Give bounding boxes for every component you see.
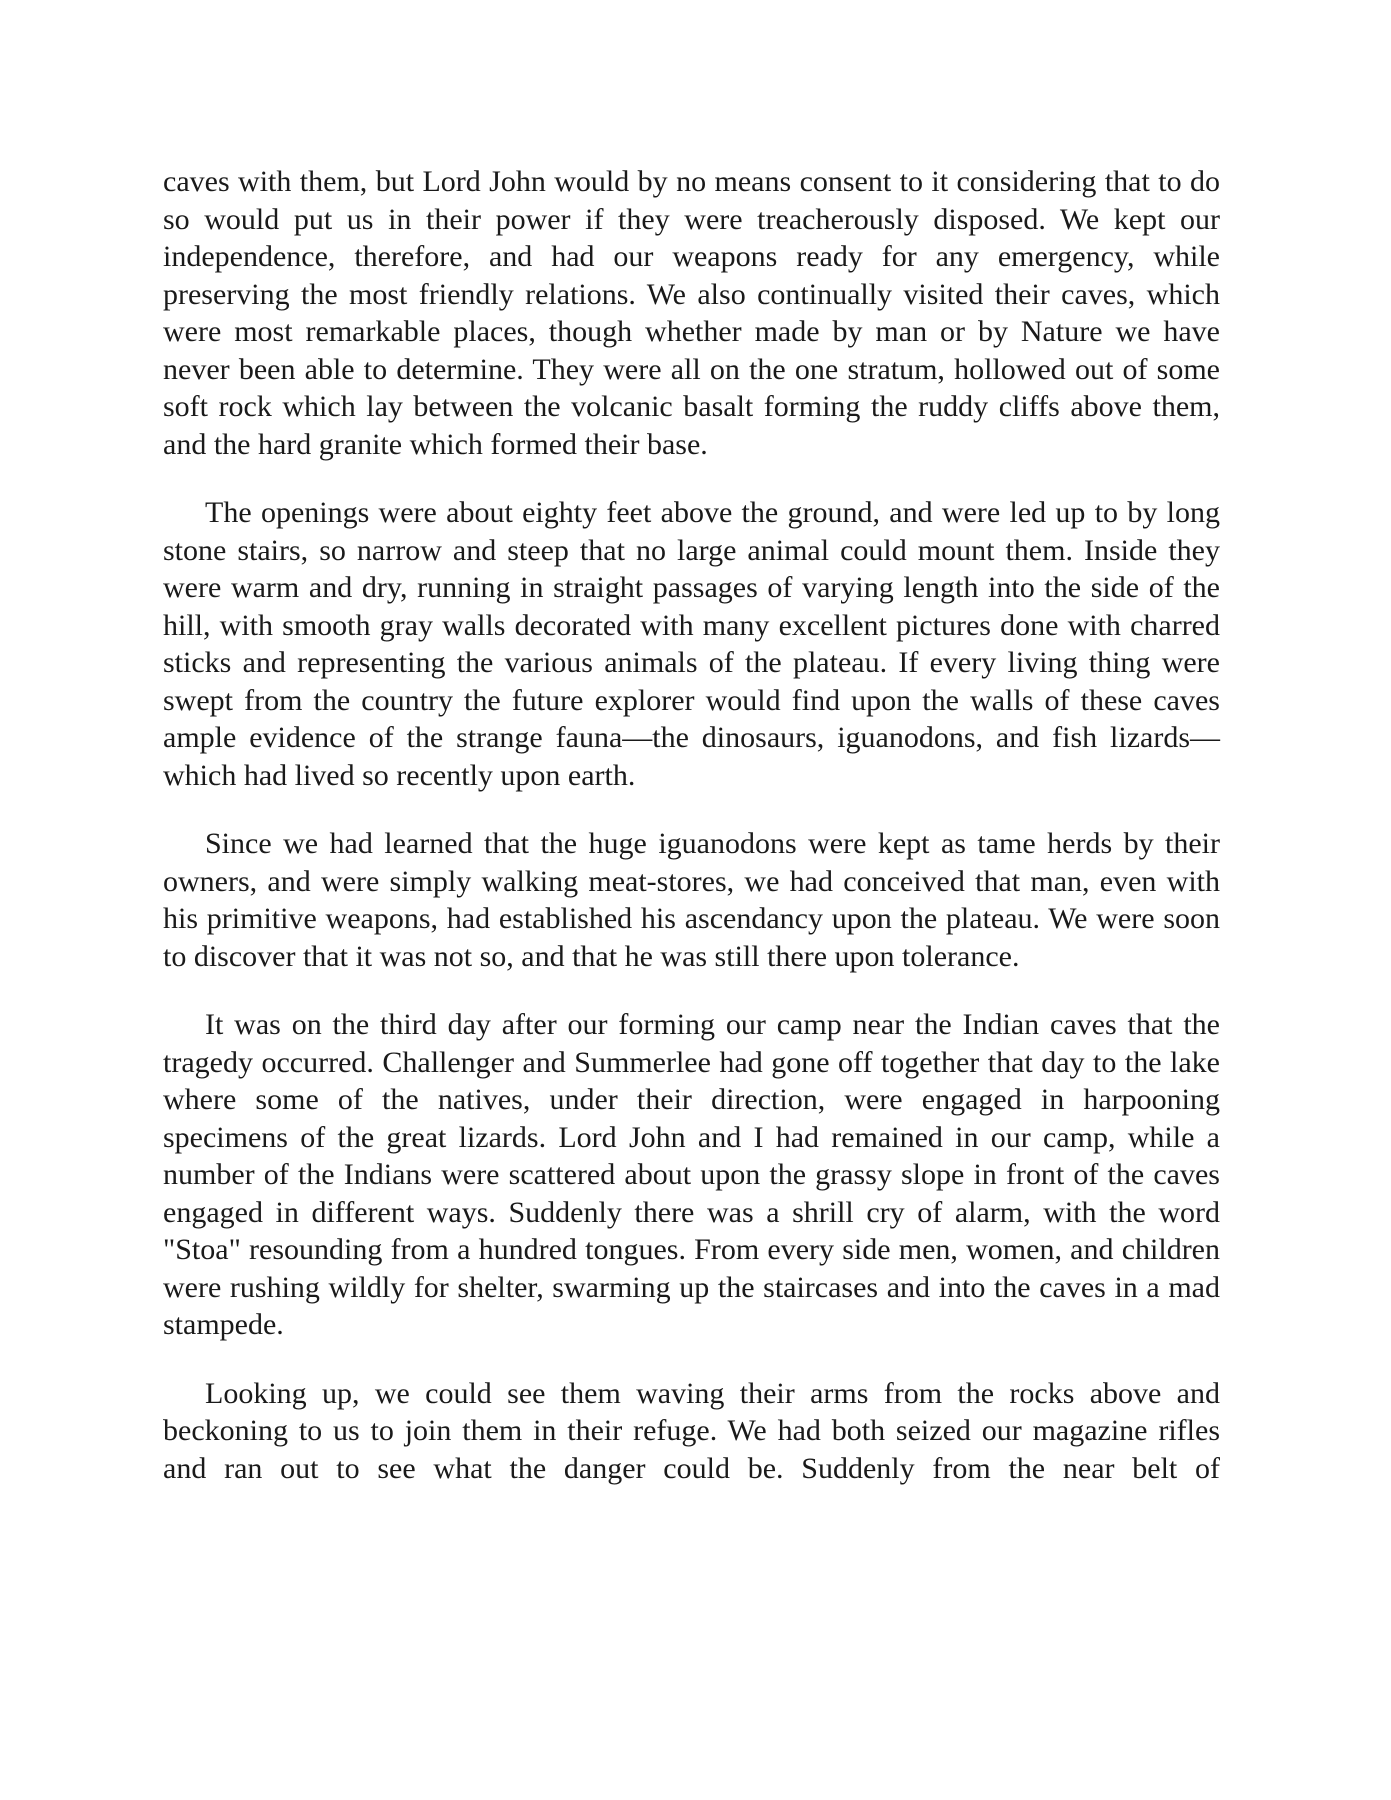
paragraph-1: caves with them, but Lord John would by no means consent to it considering that to do so would put us in their power if they were treacherously disposed. We kept our independence, therefore, and had our weapons ready for any emergency, while preserving the most friendly relations. We also continually visited their caves, which were most remarkable places, though whether made by man or by Nature we have never been able to determine. They were all on the one stratum, hollowed out of some soft rock which lay between the volcanic basalt forming the ruddy cliffs above them, and the hard granite which formed their base. [163, 165, 1220, 461]
paragraph-2: The openings were about eighty feet above the ground, and were led up to by long stone stairs, so narrow and steep that no large animal could mount them. Inside they were warm and dry, running in straight passages of varying length into the side of the hill, with smooth gray walls decorated with many excellent pictures done with charred sticks and representing the various animals of the plateau. If every living thing were swept from the country the future explorer would find upon the walls of these caves ample evidence of the strange fauna—the dinosaurs, iguanodons, and fish lizards—which had lived so recently upon earth. [163, 496, 1220, 792]
paragraph-3: Since we had learned that the huge iguanodons were kept as tame herds by their owners, and were simply walking meat-stores, we had conceived that man, even with his primitive weapons, had established his ascendancy upon the plateau. We were soon to discover that it was not so, and that he was still there upon tolerance. [163, 827, 1220, 973]
book-page [163, 163, 1220, 1518]
paragraph-4: It was on the third day after our forming our camp near the Indian caves that the tragedy occurred. Challenger and Summerlee had gone off together that day to the lake where some of the natives, under their direction, were engaged in harpooning specimens of the great lizards. Lord John and I had remained in our camp, while a number of the Indians were scattered about upon the grassy slope in front of the caves engaged in different ways. Suddenly there was a shrill cry of alarm, with the word "Stoa" resounding from a hundred tongues. From every side men, women, and children were rushing wildly for shelter, swarming up the staircases and into the caves in a mad stampede. [163, 1008, 1220, 1341]
paragraph-5: Looking up, we could see them waving their arms from the rocks above and beckoning to us to join them in their refuge. We had both seized our magazine rifles and ran out to see what the danger could be. Suddenly from the near belt of [163, 1376, 1220, 1485]
